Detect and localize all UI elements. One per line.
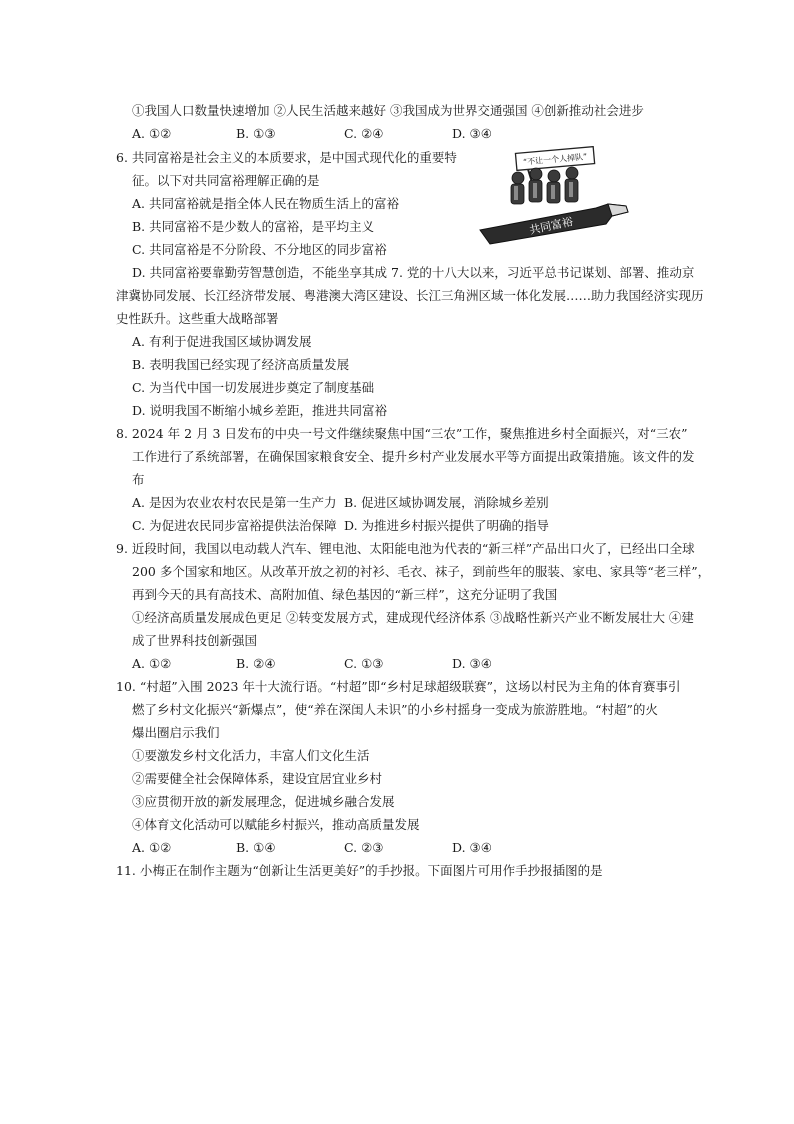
- q8-option-d[interactable]: D. 为推进乡村振兴提供了明确的指导: [344, 518, 550, 533]
- common-prosperity-cartoon: [478, 146, 630, 246]
- banner-text: “不让一个人掉队”: [522, 152, 588, 167]
- q8-stem-line1: 8. 2024 年 2 月 3 日发布的中央一号文件继续聚焦中国“三农”工作，聚焦推进乡村全面振兴，对“三农”: [116, 426, 688, 441]
- q5-option-a[interactable]: A. ①②: [132, 126, 172, 141]
- q5-option-b[interactable]: B. ①③: [236, 126, 276, 141]
- arm-label: 共同富裕: [528, 215, 575, 237]
- q9-option-b[interactable]: B. ②④: [236, 656, 276, 671]
- q7-stem-line1: D. 共同富裕要靠勤劳智慧创造，不能坐享其成 7. 党的十八大以来，习近平总书记谋划、部署、推动京: [132, 265, 695, 280]
- q7-option-b[interactable]: B. 表明我国已经实现了经济高质量发展: [132, 357, 350, 372]
- q7-option-c[interactable]: C. 为当代中国一切发展进步奠定了制度基础: [132, 380, 375, 395]
- q10-statement-1: ①要激发乡村文化活力，丰富人们文化生活: [132, 748, 370, 763]
- q10-stem-line1: 10. “村超”入围 2023 年十大流行语。“村超”即“乡村足球超级联赛”，这场以村民为主角的体育赛事引: [116, 679, 681, 694]
- q8-option-c[interactable]: C. 为促进农民同步富裕提供法治保障: [132, 518, 337, 533]
- q10-option-c[interactable]: C. ②③: [344, 840, 384, 855]
- q7-option-d[interactable]: D. 说明我国不断缩小城乡差距，推进共同富裕: [132, 403, 388, 418]
- cartoon-image: [478, 146, 630, 246]
- q10-stem-line3: 爆出圈启示我们: [132, 725, 220, 740]
- q6-option-a[interactable]: A. 共同富裕就是指全体人民在物质生活上的富裕: [132, 196, 399, 211]
- q7-stem-line2: 津冀协同发展、长江经济带发展、粤港澳大湾区建设、长江三角洲区域一体化发展……助力我国经济实现历: [116, 288, 704, 303]
- q9-stem-line2: 200 多个国家和地区。从改革开放之初的衬衫、毛衣、袜子，到前些年的服装、家电、家具等“老三样”，: [132, 564, 711, 579]
- q7-stem-line3: 史性跃升。这些重大战略部署: [116, 311, 279, 326]
- q10-options: [0, 839, 794, 857]
- q10-stem-line2: 燃了乡村文化振兴“新爆点”，使“养在深闺人未识”的小乡村摇身一变成为旅游胜地。“村超”的火: [132, 702, 658, 717]
- q10-option-b[interactable]: B. ①④: [236, 840, 276, 855]
- q8-option-a[interactable]: A. 是因为农业农村农民是第一生产力: [132, 495, 337, 510]
- q8-option-b[interactable]: B. 促进区域协调发展，消除城乡差别: [344, 495, 549, 510]
- q6-stem-line1: 6. 共同富裕是社会主义的本质要求，是中国式现代化的重要特: [116, 150, 457, 165]
- q5-option-c[interactable]: C. ②④: [344, 126, 384, 141]
- q11-stem-line1: 11. 小梅正在制作主题为“创新让生活更美好”的手抄报。下面图片可用作手抄报插图的是: [116, 863, 603, 878]
- q10-option-a[interactable]: A. ①②: [132, 840, 172, 855]
- q10-statement-2: ②需要健全社会保障体系，建设宜居宜业乡村: [132, 771, 383, 786]
- q9-statements-line2: 成了世界科技创新强国: [132, 633, 258, 648]
- q6-stem-line2: 征。以下对共同富裕理解正确的是: [132, 173, 320, 188]
- q9-statements-line1: ①经济高质量发展成色更足 ②转变发展方式，建成现代经济体系 ③战略性新兴产业不断发展壮大 ④建: [132, 610, 694, 625]
- q9-option-d[interactable]: D. ③④: [452, 656, 492, 671]
- q5-statements: ①我国人口数量快速增加 ②人民生活越来越好 ③我国成为世界交通强国 ④创新推动社会进步: [132, 103, 644, 118]
- q5-options: [0, 125, 794, 143]
- q9-options: [0, 655, 794, 673]
- q5-option-d[interactable]: D. ③④: [452, 126, 492, 141]
- q7-option-a[interactable]: A. 有利于促进我国区域协调发展: [132, 334, 312, 349]
- q9-option-c[interactable]: C. ①③: [344, 656, 384, 671]
- q8-options-row2: [0, 517, 794, 535]
- q8-stem-line3: 布: [132, 472, 145, 487]
- q8-options-row1: [0, 494, 794, 512]
- q9-option-a[interactable]: A. ①②: [132, 656, 172, 671]
- q6-option-b[interactable]: B. 共同富裕不是少数人的富裕，是平均主义: [132, 219, 375, 234]
- q9-stem-line3: 再到今天的具有高技术、高附加值、绿色基因的“新三样”，这充分证明了我国: [132, 587, 558, 602]
- q10-statement-4: ④体育文化活动可以赋能乡村振兴，推动高质量发展: [132, 817, 420, 832]
- q8-stem-line2: 工作进行了系统部署，在确保国家粮食安全、提升乡村产业发展水平等方面提出政策措施。该文件的发: [132, 449, 695, 464]
- q9-stem-line1: 9. 近段时间，我国以电动载人汽车、锂电池、太阳能电池为代表的“新三样”产品出口火了，已经出口全球: [116, 541, 695, 556]
- q10-statement-3: ③应贯彻开放的新发展理念，促进城乡融合发展: [132, 794, 395, 809]
- q6-option-c[interactable]: C. 共同富裕是不分阶段、不分地区的同步富裕: [132, 242, 387, 257]
- q10-option-d[interactable]: D. ③④: [452, 840, 492, 855]
